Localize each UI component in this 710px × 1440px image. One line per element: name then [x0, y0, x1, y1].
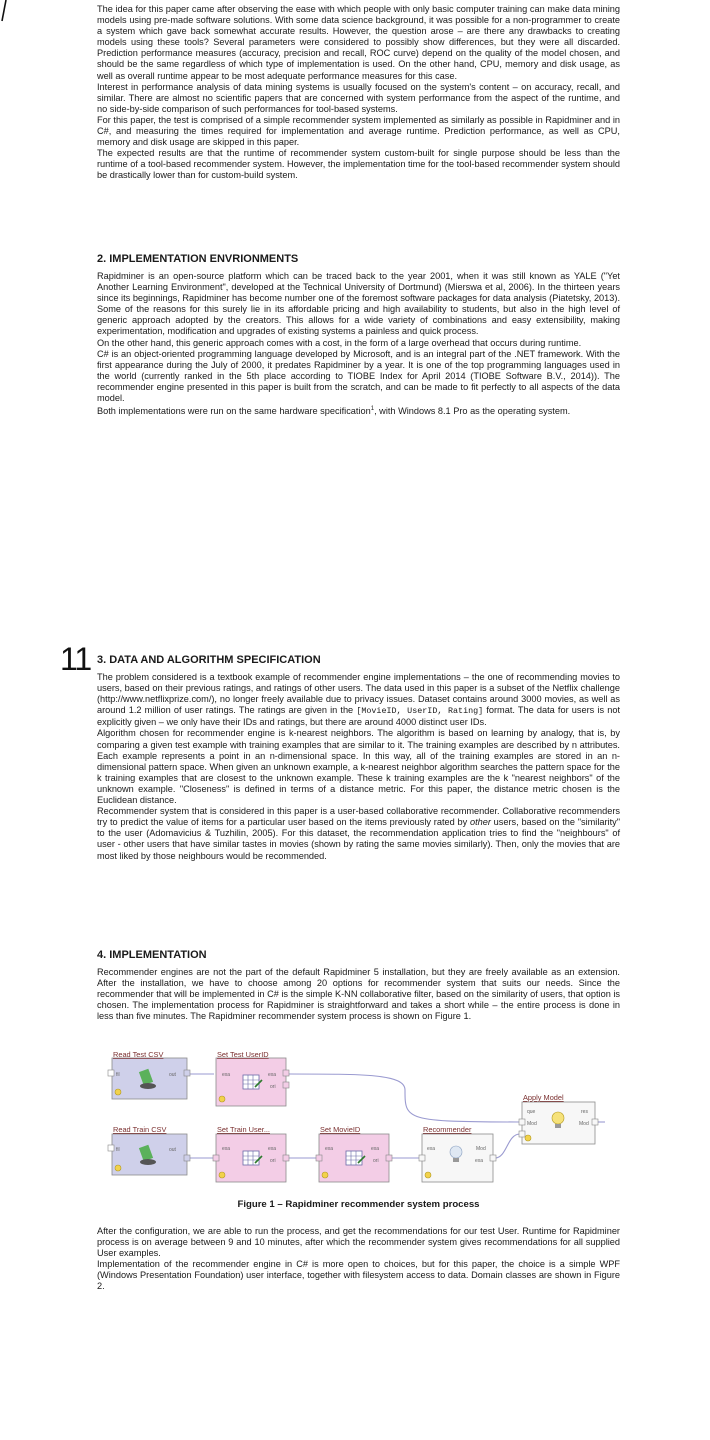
set-train-user-title: Set Train User...	[217, 1125, 270, 1134]
figure-1-caption: Figure 1 – Rapidminer recommender system process	[237, 1199, 480, 1210]
intro-paragraph-1: The idea for this paper came after observing the ease with which people with only basic computer training can make data mining models using pre-made software solutions. With some data science background, it was possible for a non-programmer to create a system which gave back somewhat accurate results. However, the question arose – are there any drawbacks to creating models using these tools? Several parameters were considered to possibly show differences, but they were all discarded. Prediction performance measures (accuracy, precision and recall, ROC curve) depend on the quality of the model chosen, and should be the same regardless of which type of implementation is used. On the other hand, CPU, memory and disk usage, as well as overall runtime appear to be most adequate performance measures for this case.	[97, 4, 620, 81]
section-2-heading: 2. IMPLEMENTATION ENVRIONMENTS	[97, 253, 299, 265]
section-3-p1-text: The problem considered is a textbook example of recommender engine implementations – the one of recommending movies to users, based on their previous ratings, and ratings of other users. The data used in this paper is a subset of the Netflix challenge (http://www.netflixprize.com/), no longer freely available due to privacy issues. Dataset contains around 3000 movies, as well as around 1.2 million of user ratings. The ratings are given in the	[97, 672, 620, 716]
section-3-p3-text: Recommender system that is considered in this paper is a user-based collaborative recommender. Collaborative recommenders try to predict the value of items for a particular user based on the items previously rated by	[97, 806, 620, 828]
apply-model-title: Apply Model	[523, 1093, 564, 1102]
input-port-exa[interactable]	[316, 1155, 322, 1161]
operator-read-test-csv[interactable]	[108, 1050, 190, 1099]
input-port-exa[interactable]	[213, 1155, 219, 1161]
port-label-res: res	[581, 1109, 588, 1115]
port-label-exa-in: exa	[222, 1072, 231, 1078]
intro-paragraph-4: The expected results are that the runtime of recommender system custom-built for single purpose should be less than the runtime of a tool-based recommender system. However, the implementation time for the tool-based recommender system should be drastically lower than for custom-build system.	[97, 148, 620, 181]
section-4-continued	[97, 1226, 620, 1293]
footnote-text-after: , with Windows 8.1 Pro as the operating system.	[374, 406, 571, 417]
port-label-fil: fil	[116, 1072, 120, 1078]
port-label-ori: ori	[270, 1084, 276, 1090]
section-2-paragraph-1: Rapidminer is an open-source platform which can be traced back to the year 2001, when it was still known as YALE ("Yet Another Learning Environment", developed at the Technical University of Dortmund) (Mierswa et al, 2006). In the thirteen years since its beginnings, Rapidminer has become number one of the foremost software packages for data analysis (Piatetsky, 2013). Some of the reasons for this surely lie in its affordable pricing and high availability to students, but also in the high level of generic approach adopted by the creators. This allows for a wide variety of combinations and easy extensibility, making experimentation, modification and upgrades of existing systems a painless and quick process.	[97, 271, 620, 337]
ratings-format-code: [MovieID, UserID, Rating]	[356, 706, 484, 717]
page-corner-mark	[0, 0, 8, 22]
section-3-p1-text-end: format. The data for users is not explicitly given – we only have their IDs and ratings, but there are around 4000 distinct user IDs.	[97, 705, 620, 728]
section-4-paragraph-3: Implementation of the recommender engine in C# is more open to choices, but for this paper, the choice is a simple WPF (Windows Presentation Foundation) user interface, together with filesystem access to data. Domain classes are shown in Figure 2.	[97, 1259, 620, 1292]
input-port-exa[interactable]	[419, 1155, 425, 1161]
section-2-paragraph-2: On the other hand, this generic approach comes with a cost, in the form of a large overhead that occurs during runtime.	[97, 337, 582, 348]
output-port-mod[interactable]	[490, 1155, 496, 1161]
page-number: 11	[60, 641, 92, 677]
wire-set-test-to-apply	[288, 1074, 520, 1122]
section-3-heading: 3. DATA AND ALGORITHM SPECIFICATION	[97, 654, 321, 666]
set-test-userid-title: Set Test UserID	[217, 1050, 269, 1059]
section-3	[97, 654, 620, 862]
footnote-text-before: Both implementations were run on the same hardware specification	[97, 406, 371, 417]
port-label-fil: fil	[116, 1147, 120, 1153]
port-label-mod: Mod	[476, 1146, 486, 1152]
read-test-csv-title: Read Test CSV	[113, 1050, 164, 1059]
rapidminer-process-figure	[105, 1050, 605, 1190]
port-label-mod-in: Mod	[527, 1121, 537, 1127]
port-label-mod-out: Mod	[579, 1121, 589, 1127]
wire-recommender-to-apply	[495, 1134, 520, 1158]
section-2-paragraph-4	[97, 404, 620, 417]
port-label-que: que	[527, 1109, 536, 1115]
output-port-res[interactable]	[592, 1119, 598, 1125]
status-indicator-icon	[115, 1165, 121, 1171]
port-label-exa-in: exa	[427, 1146, 436, 1152]
section-4	[97, 949, 620, 1022]
port-label-exa-in: exa	[222, 1146, 231, 1152]
operator-recommender[interactable]	[419, 1125, 496, 1182]
input-port-que[interactable]	[519, 1119, 525, 1125]
status-indicator-icon	[525, 1135, 531, 1141]
section-3-paragraph-3	[97, 806, 620, 861]
output-port-out[interactable]	[184, 1155, 190, 1161]
set-movieid-title: Set MovieID	[320, 1125, 361, 1134]
operator-apply-model[interactable]	[519, 1093, 598, 1144]
emphasis-other: other	[469, 817, 491, 828]
recommender-title: Recommender	[423, 1125, 472, 1134]
table-edit-icon	[346, 1151, 365, 1165]
input-port-mod[interactable]	[519, 1131, 525, 1137]
port-label-out: out	[169, 1147, 176, 1153]
status-indicator-icon	[115, 1089, 121, 1095]
port-label-ori: ori	[373, 1158, 379, 1164]
output-port-exa[interactable]	[283, 1155, 289, 1161]
port-label-exa-in: exa	[325, 1146, 334, 1152]
section-4-paragraph-2: After the configuration, we are able to run the process, and get the recommendations for our test User. Runtime for Rapidminer process is on average between 9 and 10 minutes, after which the recommender system gives recommendations for all supplied User examples.	[97, 1226, 620, 1259]
section-3-paragraph-2: Algorithm chosen for recommender engine is k-nearest neighbors. The algorithm is based on learning by analogy, that is, by comparing a given test example with training examples that are similar to it. The training examples are described by n attributes. Each example represents a point in an n-dimensional space. In this way, all of the training examples are stored in an n-dimensional pattern space. When given an unknown example, a k-nearest neighbor algorithm searches the pattern space for the k training examples that are closest to the unknown example. These k training examples are the k "nearest neighbors" of the unknown example. "Closeness" is defined in terms of a distance metric. For this paper, the distance metric chosen is the Euclidean distance.	[97, 728, 620, 806]
section-3-paragraph-1	[97, 672, 620, 728]
table-edit-icon	[243, 1151, 262, 1165]
status-indicator-icon	[425, 1172, 431, 1178]
operator-set-movieid[interactable]	[316, 1125, 392, 1182]
status-indicator-icon	[322, 1172, 328, 1178]
port-label-ori: ori	[270, 1158, 276, 1164]
intro-paragraph-3: For this paper, the test is comprised of a simple recommender system implemented as similarly as possible in Rapidminer and in C#, and measuring the times required for implementation and average runtime. Prediction performance, as well as CPU, memory and disk usage are skipped in this paper.	[97, 114, 620, 148]
operator-read-train-csv[interactable]	[108, 1125, 190, 1175]
port-label-exa-out: exa	[268, 1072, 277, 1078]
section-2-paragraph-3: C# is an object-oriented programming language developed by Microsoft, and is an integral part of the .NET framework. With the first appearance during the July of 2000, it predates Rapidminer by a year. It is one of the top programming languages used in the world (currently ranked in the 5th place according to TIOBE Index for April 2014 (TIOBE Software B.V., 2014)). The recommender engine presented in this paper is built from the scratch, and can be made to fit perfectly to all aspects of the data model.	[97, 348, 620, 404]
status-indicator-icon	[219, 1172, 225, 1178]
output-port-exa[interactable]	[386, 1155, 392, 1161]
section-3-p3-text-end: users, based on the "similarity" to the user (Adomavicius & Tuzhilin, 2005). For this dataset, the recommendation application tries to find the "neighbours" of user - other users that have similar tastes in movies (shown by rating the same movies similarly). Then, only the movies that are most liked by those neighbours would be recommended.	[97, 817, 620, 861]
read-train-csv-title: Read Train CSV	[113, 1125, 167, 1134]
port-label-exa-out: exa	[371, 1146, 380, 1152]
output-port-exa[interactable]	[283, 1070, 289, 1076]
table-edit-icon	[243, 1075, 262, 1089]
status-indicator-icon	[219, 1096, 225, 1102]
output-port-out[interactable]	[184, 1070, 190, 1076]
port-label-exa-out: exa	[268, 1146, 277, 1152]
section-4-paragraph-1: Recommender engines are not the part of the default Rapidminer 5 installation, but they are freely available as an extension. After the installation, we have to choose among 20 options for recommender system that suits our needs. Since the recommender that will be implemented in C# is the simple K-NN collaborative filter, based on the similarity of users, that option is chosen. The implementation process for Rapidminer is straightforward and takes a short while – the entire process is done in less than five minutes. The Rapidminer recommender system process is shown on Figure 1.	[97, 967, 620, 1022]
footnote-marker[interactable]: 1	[370, 406, 375, 413]
operator-set-test-userid[interactable]	[216, 1050, 289, 1106]
operator-set-train-userid[interactable]	[213, 1125, 289, 1182]
section-2	[97, 253, 620, 417]
input-port-fil[interactable]	[108, 1070, 114, 1076]
intro-block	[97, 4, 620, 182]
output-port-ori[interactable]	[283, 1082, 289, 1088]
port-label-exa-out: exa	[475, 1158, 484, 1164]
port-label-out: out	[169, 1072, 176, 1078]
section-4-heading: 4. IMPLEMENTATION	[97, 949, 207, 961]
input-port-fil[interactable]	[108, 1145, 114, 1151]
intro-paragraph-2: Interest in performance analysis of data mining systems is usually focused on the system's content – on accuracy, recall, and similar. There are almost no scientific papers that are concerned with system performance from the aspect of the runtime, and no side-by-side comparison of such performances for tool-based systems.	[97, 81, 620, 114]
